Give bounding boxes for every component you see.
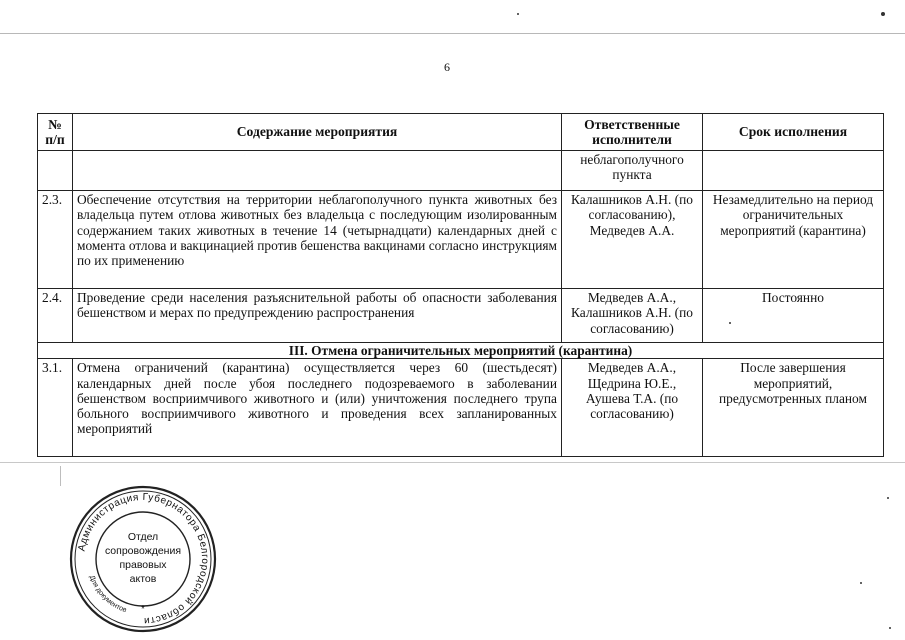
scan-speck xyxy=(517,13,519,15)
scan-speck xyxy=(860,582,862,584)
seal-center-line: Отдел xyxy=(127,531,159,543)
table-row xyxy=(38,289,884,343)
header-term: Срок исполнения xyxy=(703,114,884,151)
table-header-row xyxy=(38,114,884,151)
row-responsible: Калашников А.Н. (по согласованию), Медведев А.А. xyxy=(562,191,703,289)
row-responsible: неблагополучного пункта xyxy=(562,151,703,191)
table-row xyxy=(38,191,884,289)
page-number: 6 xyxy=(444,60,450,74)
row-term: Постоянно xyxy=(703,289,884,343)
scan-speck xyxy=(889,627,891,629)
row-num: 2.4. xyxy=(38,289,73,343)
seal-center-line: правовых xyxy=(119,559,167,571)
row-content: Проведение среди населения разъяснительной работы об опасности заболевания бешенством и мерах по предупреждению распространения xyxy=(73,289,562,343)
section-title: III. Отмена ограничительных мероприятий (карантина) xyxy=(38,343,884,359)
section-row xyxy=(38,343,884,359)
seal-ring-text: Администрация Губернатора Белгородской области xyxy=(76,491,211,627)
header-num: № п/п xyxy=(38,114,73,151)
row-num: 2.3. xyxy=(38,191,73,289)
row-term: После завершения мероприятий, предусмотренных планом xyxy=(703,359,884,457)
table-row xyxy=(38,359,884,457)
measures-table xyxy=(37,113,884,457)
official-seal xyxy=(68,484,218,634)
row-term: Незамедлительно на период ограничительных мероприятий (карантина) xyxy=(703,191,884,289)
row-num: 3.1. xyxy=(38,359,73,457)
table-row xyxy=(38,151,884,191)
row-content: Обеспечение отсутствия на территории неблагополучного пункта животных без владельца путем отлова животных без владельца с последующим изолированным содержанием таких животных в течение 14 (четырнадцати) календарных дней с момента отлова и вакцинацией против бешенства вакцинами согласно инструкциям по их применению xyxy=(73,191,562,289)
row-content: Отмена ограничений (карантина) осуществляется через 60 (шестьдесят) календарных дней после убоя последнего подозреваемого в заболевании бешенством восприимчивого животного и (или) уничтожения последнего трупа больного восприимчивого животного и проведения всех запланированных мероприятий xyxy=(73,359,562,457)
seal-center-line: сопровождения xyxy=(104,545,182,557)
header-content: Содержание мероприятия xyxy=(73,114,562,151)
scan-speck xyxy=(887,497,889,499)
row-content xyxy=(73,151,562,191)
scan-speck xyxy=(881,12,885,16)
row-responsible: Медведев А.А., Калашников А.Н. (по согласованию) xyxy=(562,289,703,343)
scan-crop-mark xyxy=(60,466,61,486)
scan-top-line xyxy=(0,33,905,34)
header-responsible: Ответственные исполнители xyxy=(562,114,703,151)
seal-star: * xyxy=(141,604,145,615)
row-term xyxy=(703,151,884,191)
scan-crop-line xyxy=(0,462,905,463)
seal-center-line: актов xyxy=(129,573,157,585)
row-num xyxy=(38,151,73,191)
seal-bottom-text: Для документов xyxy=(87,574,128,615)
row-responsible: Медведев А.А., Щедрина Ю.Е., Аушева Т.А. (по согласованию) xyxy=(562,359,703,457)
